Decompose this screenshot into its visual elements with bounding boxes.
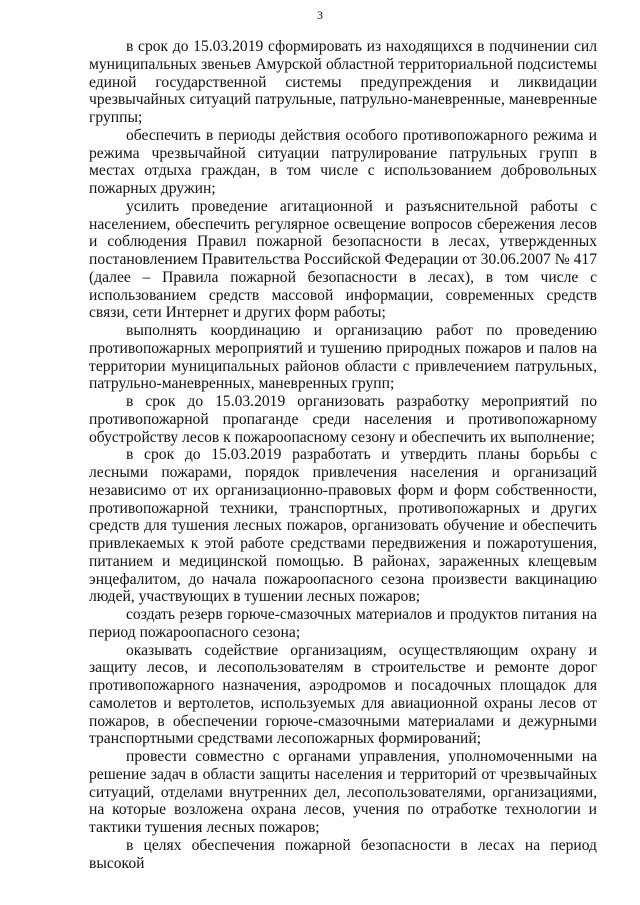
paragraph-6: в срок до 15.03.2019 разработать и утвердить планы борьбы с лесными пожарами, порядок привлечения населения и организаций независимо от их организационно-правовых форм и форм собственности, противопожарной техники, транспортных, противопожарных и других средств для тушения лесных пожаров, организовать обучение и обеспечить привлекаемых к этой работе средствами передвижения и пожаротушения, питанием и медицинской помощью. В районах, зараженных клещевым энцефалитом, до начала пожароопасного сезона произвести вакцинацию людей, участвующих в тушении лесных пожаров; bbox=[89, 446, 597, 606]
document-body bbox=[89, 38, 597, 872]
paragraph-2: обеспечить в периоды действия особого противопожарного режима и режима чрезвычайной ситуации патрулирование патрульных групп в местах отдыха граждан, в том числе с использованием добровольных пожарных дружин; bbox=[89, 126, 597, 197]
paragraph-8: оказывать содействие организациям, осуществляющим охрану и защиту лесов, и лесопользователям в строительстве и ремонте дорог противопожарного назначения, аэродромов и посадочных площадок для самолетов и вертолетов, используемых для авиационной охраны лесов от пожаров, в обеспечении горюче-смазочными материалами и дежурными транспортными средствами лесопожарных формирований; bbox=[89, 641, 597, 748]
page-number: 3 bbox=[317, 8, 323, 22]
paragraph-4: выполнять координацию и организацию работ по проведению противопожарных мероприятий и тушению природных пожаров и палов на территории муниципальных районов области с привлечением патрульных, патрульно-маневренных, маневренных групп; bbox=[89, 322, 597, 393]
paragraph-9: провести совместно с органами управления, уполномоченными на решение задач в области защиты населения и территорий от чрезвычайных ситуаций, отделами внутренних дел, лесопользователями, организациями, на которые возложена охрана лесов, учения по отработке технологии и тактики тушения лесных пожаров; bbox=[89, 748, 597, 836]
paragraph-7: создать резерв горюче-смазочных материалов и продуктов питания на период пожароопасного сезона; bbox=[89, 606, 597, 641]
paragraph-5: в срок до 15.03.2019 организовать разработку мероприятий по противопожарной пропаганде среди населения и противопожарному обустройству лесов к пожароопасному сезону и обеспечить их выполнение; bbox=[89, 393, 597, 446]
paragraph-10: в целях обеспечения пожарной безопасности в лесах на период высокой bbox=[89, 836, 597, 872]
paragraph-3: усилить проведение агитационной и разъяснительной работы с населением, обеспечить регулярное освещение вопросов сбережения лесов и соблюдения Правил пожарной безопасности в лесах, утвержденных постановлением Правительства Российской Федерации от 30.06.2007 № 417 (далее – Правила пожарной безопасности в лесах), в том числе с использованием средств массовой информации, современных средств связи, сети Интернет и других форм работы; bbox=[89, 197, 597, 322]
paragraph-1: в срок до 15.03.2019 сформировать из находящихся в подчинении сил муниципальных звеньев Амурской областной территориальной подсистемы единой государственной системы предупреждения и ликвидации чрезвычайных ситуаций патрульные, патрульно-маневренные, маневренные группы; bbox=[89, 38, 597, 126]
